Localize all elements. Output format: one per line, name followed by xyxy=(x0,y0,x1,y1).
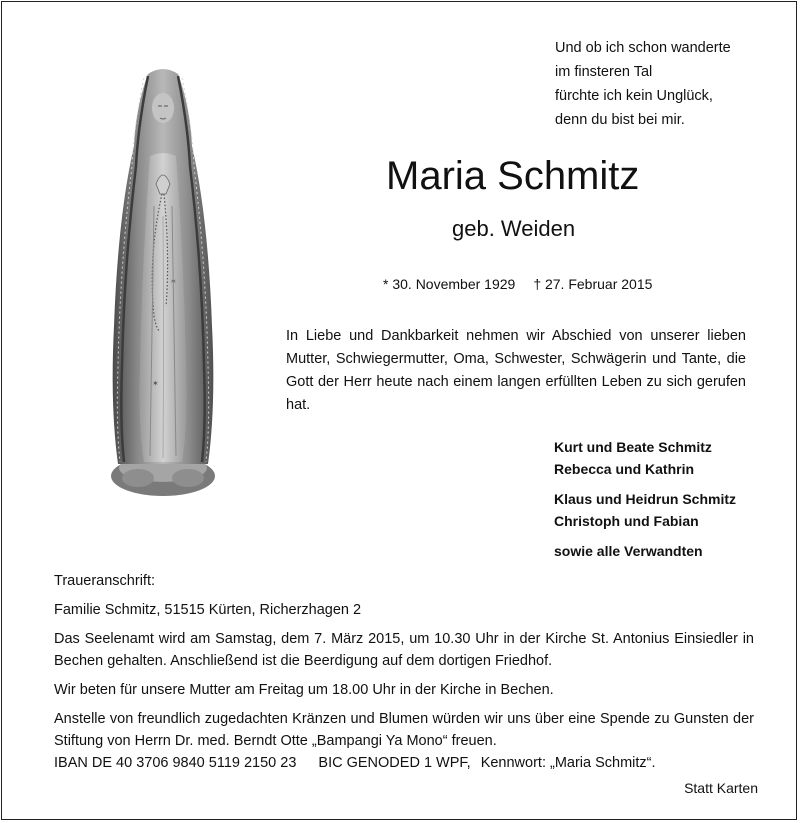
bank-details xyxy=(54,752,754,774)
address-line: Familie Schmitz, 51515 Kürten, Richerzhagen 2 xyxy=(54,602,362,618)
family-line: Christoph und Fabian xyxy=(554,513,699,529)
madonna-statue-icon xyxy=(108,66,218,498)
svg-text:✶: ✶ xyxy=(170,277,177,286)
psalm-quote xyxy=(555,36,731,132)
iban: IBAN DE 40 3706 9840 5119 2150 23 xyxy=(54,755,297,771)
psalm-line: im finsteren Tal xyxy=(555,64,653,80)
details-block xyxy=(54,570,754,774)
psalm-line: fürchte ich kein Unglück, xyxy=(555,88,713,104)
farewell-text: In Liebe und Dankbarkeit nehmen wir Abschied von unserer lieben Mutter, Schwiegermutter, Oma, Schwester, Schwägerin und Tante, die Gott der Herr heute nach einem langen erfüllten Leben zu sich gerufen hat. xyxy=(286,328,746,413)
family-line: Rebecca und Kathrin xyxy=(554,461,695,477)
death-date: † 27. Februar 2015 xyxy=(533,276,653,292)
psalm-line: denn du bist bei mir. xyxy=(555,112,685,128)
family-group xyxy=(554,436,736,480)
birth-name: geb. Weiden xyxy=(452,216,576,241)
family-signatures xyxy=(554,436,736,570)
family-group xyxy=(554,488,736,532)
psalm-line: Und ob ich schon wanderte xyxy=(555,40,731,56)
family-group xyxy=(554,540,736,562)
service-text: Das Seelenamt wird am Samstag, dem 7. März 2015, um 10.30 Uhr in der Kirche St. Antonius Einsiedler in Bechen gehalten. Anschließend ist die Beerdigung auf dem dortigen Friedhof. xyxy=(54,631,754,669)
donation-text: Anstelle von freundlich zugedachten Kränzen und Blumen würden wir uns über eine Spende zu Gunsten der Stiftung von Herrn Dr. med. Berndt Otte „Bampangi Ya Mono“ freuen. xyxy=(54,711,754,749)
donation-keyword: Kennwort: „Maria Schmitz“. xyxy=(480,755,656,771)
family-line: sowie alle Verwandten xyxy=(554,543,703,559)
deceased-name: Maria Schmitz xyxy=(386,154,640,198)
birth-date: * 30. November 1929 xyxy=(383,276,516,292)
family-line: Klaus und Heidrun Schmitz xyxy=(554,491,737,507)
life-dates xyxy=(383,274,652,294)
address-label: Traueranschrift: xyxy=(54,573,155,589)
svg-text:✶: ✶ xyxy=(152,379,159,388)
bic: BIC GENODED 1 WPF, xyxy=(318,755,471,771)
prayer-text: Wir beten für unsere Mutter am Freitag um 18.00 Uhr in der Kirche in Bechen. xyxy=(54,682,554,698)
statt-karten-note: Statt Karten xyxy=(684,780,758,796)
family-line: Kurt und Beate Schmitz xyxy=(554,439,712,455)
